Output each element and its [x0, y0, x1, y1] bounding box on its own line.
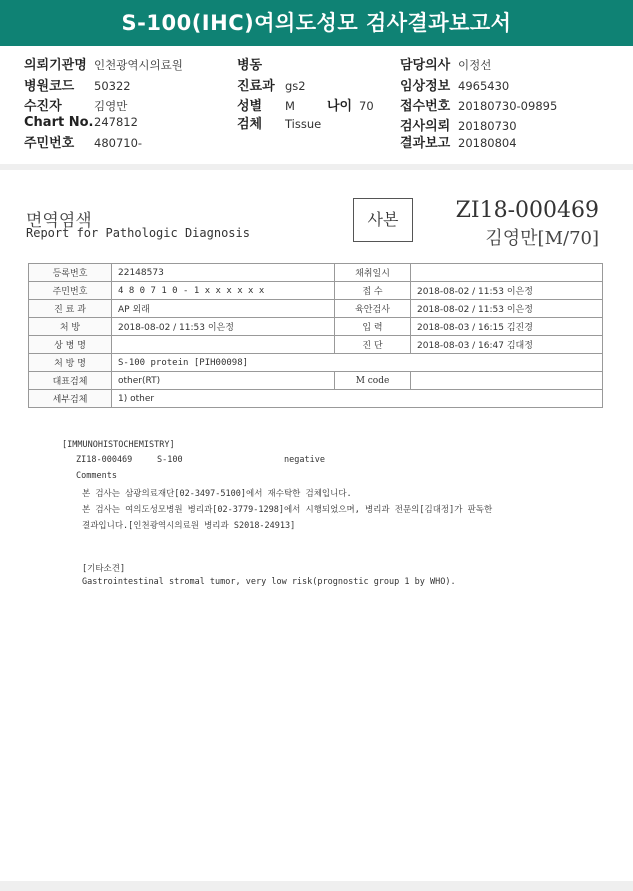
scanned-report-document — [0, 170, 633, 881]
table-row — [29, 372, 603, 390]
copy-stamp: 사본 — [353, 198, 413, 242]
receipt-no-label: 접수번호 — [400, 99, 451, 114]
dept-value: gs2 — [285, 79, 306, 93]
patient-name-age: 김영만[M/70] — [485, 228, 599, 249]
mcode-label: M code — [335, 372, 411, 390]
specimen-value: Tissue — [285, 117, 322, 131]
table-row — [29, 390, 603, 408]
cell-value — [112, 336, 335, 354]
recipient-label: 수진자 — [24, 99, 62, 114]
hospital-code-label: 병원코드 — [24, 79, 75, 94]
cell-label: 육안검사 — [335, 300, 411, 318]
clinical-info-value: 4965430 — [458, 79, 510, 93]
page-footer-band — [0, 881, 633, 891]
ward-label: 병동 — [237, 58, 263, 73]
order-label: 처 방 명 — [29, 354, 112, 372]
patient-info-header — [0, 46, 633, 165]
result-value: negative — [284, 455, 325, 465]
other-findings-label: [기타소견] — [82, 564, 126, 574]
comment-line-3: 결과입니다.[인천광역시의료원 병리과 S2018-24913] — [82, 521, 296, 531]
sex-value: M — [285, 99, 295, 113]
cell-value: 2018-08-03 / 16:47 김대정 — [411, 336, 603, 354]
cell-value: 4 8 0 7 1 0 - 1 x x x x x x — [112, 282, 335, 300]
table-row — [29, 264, 603, 282]
clinical-info-label: 임상정보 — [400, 79, 451, 94]
specimen-id: ZI18-000469 — [455, 198, 599, 223]
report-title-bar — [0, 0, 633, 46]
request-date-value: 20180730 — [458, 119, 517, 133]
chart-no-label: Chart No. — [24, 115, 94, 130]
receipt-no-value: 20180730-09895 — [458, 99, 558, 113]
comments-label: Comments — [76, 471, 117, 481]
report-date-label: 결과보고 — [400, 136, 451, 151]
table-row — [29, 354, 603, 372]
cell-label: 처 방 — [29, 318, 112, 336]
other-findings-text: Gastrointestinal stromal tumor, very low risk(prognostic group 1 by WHO). — [82, 577, 456, 587]
comment-line-1: 본 검사는 삼광의료재단[02-3497-5100]에서 재수탁한 검체입니다. — [82, 489, 352, 499]
cell-value: 22148573 — [112, 264, 335, 282]
resident-no-label: 주민번호 — [24, 136, 75, 151]
detail-specimen-value: 1) other — [112, 390, 603, 408]
mcode-value — [411, 372, 603, 390]
detail-specimen-label: 세부검체 — [29, 390, 112, 408]
registration-table — [28, 263, 603, 408]
cell-label: 진 단 — [335, 336, 411, 354]
table-row — [29, 336, 603, 354]
age-value: 70 — [359, 99, 374, 113]
report-title-ko: 면역염색 — [26, 211, 92, 231]
cell-label: 입 력 — [335, 318, 411, 336]
comment-line-2: 본 검사는 여의도성모병원 병리과[02-3779-1298]에서 시행되었으며, 병리과 전문의[김대정]가 판독한 — [82, 505, 493, 515]
doctor-value: 이정선 — [458, 58, 492, 72]
order-value: S-100 protein [PIH00098] — [112, 354, 603, 372]
rep-specimen-value: other(RT) — [112, 372, 335, 390]
doctor-label: 담당의사 — [400, 58, 451, 73]
cell-value: AP 외래 — [112, 300, 335, 318]
age-label: 나이 — [327, 99, 353, 114]
table-row — [29, 318, 603, 336]
cell-value — [411, 264, 603, 282]
institution-label: 의뢰기관명 — [24, 58, 87, 73]
cell-label: 등록번호 — [29, 264, 112, 282]
cell-value: 2018-08-02 / 11:53 이은정 — [112, 318, 335, 336]
report-title: S-100(IHC)여의도성모 검사결과보고서 — [121, 11, 512, 35]
cell-label: 상 병 명 — [29, 336, 112, 354]
table-row — [29, 282, 603, 300]
recipient-value: 김영만 — [94, 99, 128, 113]
table-row — [29, 300, 603, 318]
report-title-en: Report for Pathologic Diagnosis — [26, 226, 250, 240]
result-specimen-id: ZI18-000469 — [76, 455, 133, 465]
cell-label: 진 료 과 — [29, 300, 112, 318]
report-date-value: 20180804 — [458, 136, 517, 150]
cell-value: 2018-08-02 / 11:53 이은정 — [411, 282, 603, 300]
result-test-name: S-100 — [157, 455, 183, 465]
resident-no-value: 480710- — [94, 136, 143, 150]
cell-value: 2018-08-03 / 16:15 김진경 — [411, 318, 603, 336]
cell-value: 2018-08-02 / 11:53 이은정 — [411, 300, 603, 318]
sex-label: 성별 — [237, 99, 263, 114]
cell-label: 주민번호 — [29, 282, 112, 300]
request-date-label: 검사의뢰 — [400, 119, 451, 134]
rep-specimen-label: 대표검체 — [29, 372, 112, 390]
cell-label: 접 수 — [335, 282, 411, 300]
hospital-code-value: 50322 — [94, 79, 131, 93]
section-heading: [IMMUNOHISTOCHEMISTRY] — [62, 440, 175, 450]
cell-label: 채취일시 — [335, 264, 411, 282]
institution-value: 인천광역시의료원 — [94, 58, 183, 72]
dept-label: 진료과 — [237, 79, 275, 94]
chart-no-value: 247812 — [94, 115, 138, 129]
specimen-label: 검체 — [237, 117, 263, 132]
